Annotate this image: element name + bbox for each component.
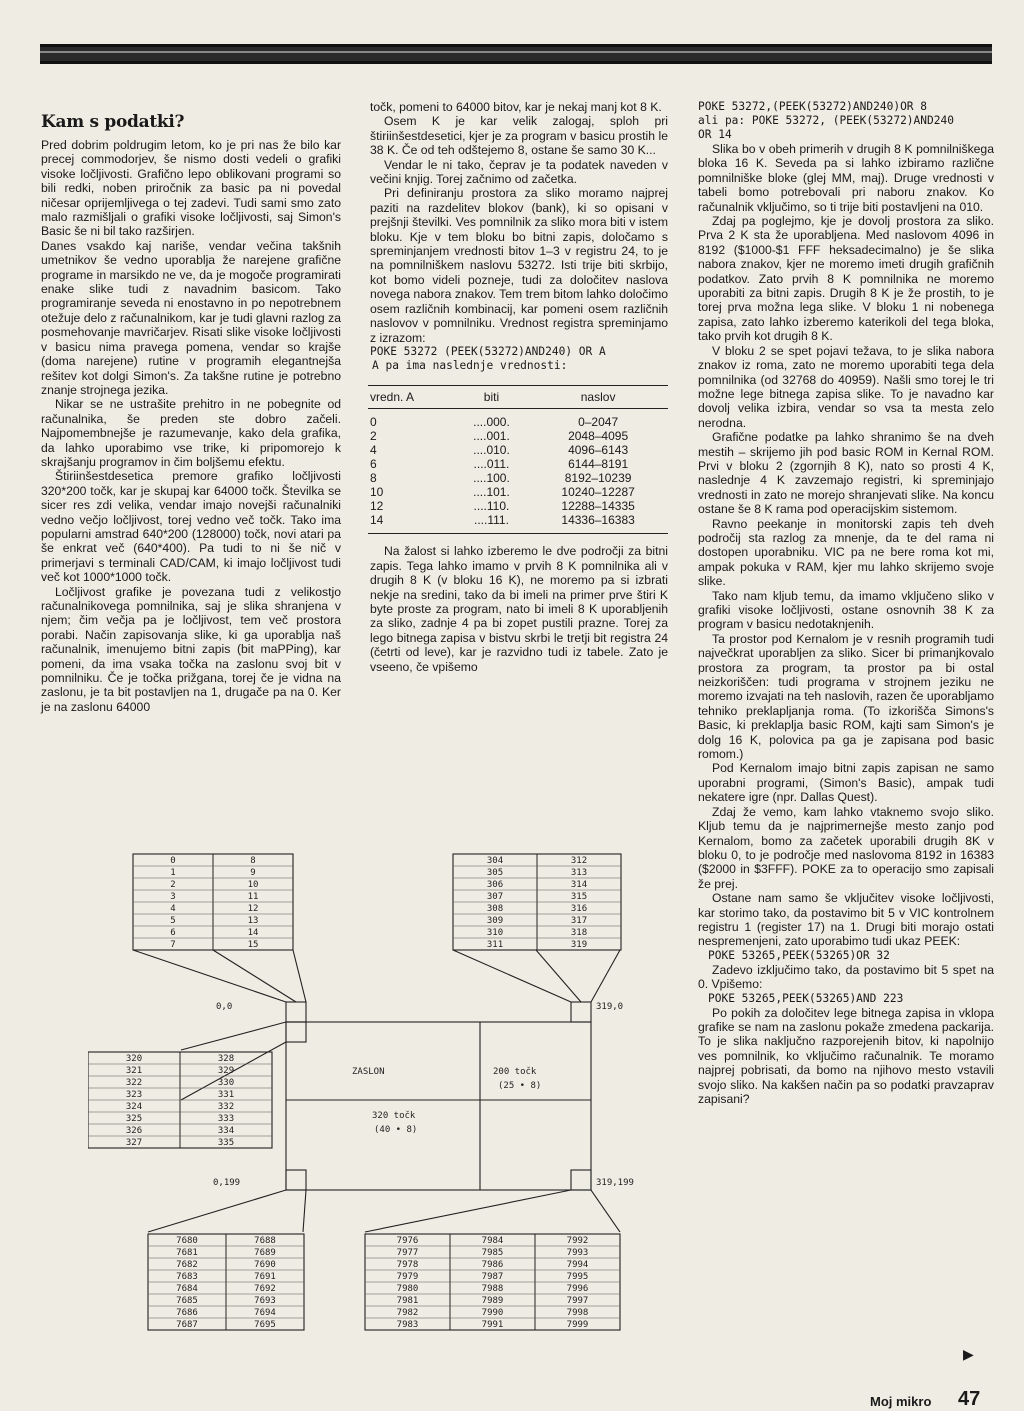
paragraph: Slika bo v obeh primerih v drugih 8 K pomnilniškega bloka 16 K. Seveda pa si lahko izbiramo različne pomnilniške bloke (glej MM, maj). Druge vrednosti v tabeli bomo potrebovali pri naboru znakov. Ko računalnik vključimo, so ti trije biti postavljeni na 010.	[698, 142, 994, 214]
address-cell: 319	[570, 940, 588, 950]
table-row: 0 ....000. 0–2047	[370, 415, 619, 430]
corner-label-br: 319,199	[596, 1178, 634, 1188]
address-cell: 0	[170, 856, 176, 866]
address-cell: 315	[570, 892, 588, 902]
address-cell: 7993	[566, 1248, 589, 1258]
corner-label-tr: 319,0	[596, 1002, 624, 1012]
address-cell: 10	[247, 880, 259, 890]
address-cell: 322	[125, 1078, 143, 1088]
address-cell: 7683	[176, 1272, 198, 1282]
address-cell: 335	[217, 1138, 235, 1148]
paragraph: V bloku 2 se spet pojavi težava, to je slika nabora znakov iz roma, zato ne moremo uporabiti tega dela pomnilnika (od 32768 do 40959). Našli smo torej le tri možne lege bitnega zapisa slike. To je navadno kar dovolj velika izbira, vendar so vsa ta mesta zelo nerodna.	[698, 343, 994, 430]
address-cell: 7980	[396, 1284, 419, 1294]
address-cell: 333	[217, 1114, 235, 1124]
address-cell: 12	[247, 904, 259, 914]
address-cell: 304	[486, 856, 504, 866]
address-cell: 7992	[566, 1236, 589, 1246]
address-cell: 7981	[396, 1296, 419, 1306]
address-cell: 7996	[566, 1284, 589, 1294]
table-row: 6 ....011. 6144–8191	[370, 457, 629, 472]
address-cell: 318	[570, 928, 588, 938]
screen-rect	[286, 1022, 591, 1190]
address-cell: 332	[217, 1102, 235, 1112]
address-cell: 8	[250, 856, 256, 866]
code-line: POKE 53265,PEEK(53265)OR 32	[708, 948, 890, 962]
address-cell: 6	[170, 928, 176, 938]
height-label: 200 točk	[493, 1067, 537, 1077]
address-cell: 7999	[566, 1320, 589, 1330]
address-cell: 7983	[396, 1320, 419, 1330]
paragraph: Štiriinšestdesetica premore grafiko ločljivosti 320*200 točk, kar je skupaj kar 64000 točk. Številka se sicer res zdi velika, vendar imajo novejši računalniki vedno večjo ločljivost, torej vedno več točk. Tako ima popularni amstrad 640*200 (128000) točk, novi atari pa še enkrat več (640*400). Pa tudi to ni še nič v primerjavi s terminali CAD/CAM, ki imajo ločljivost tudi več kot 1000*1000 točk.	[41, 469, 341, 585]
paragraph: Po pokih za določitev lege bitnega zapisa in vklopa grafike se nam na zaslonu pokaže zmedena packarija. To je slika naključno razporejenih bitov, ki napolnijo ves pomnilnik, ko vključimo računalnik. Te moramo najprej pobrisati, da bomo na njihovo mesto vstavili svojo sliko. Na kakšen način pa so podatki pravzaprav zapisani?	[698, 1005, 994, 1106]
paragraph: Tako nam kljub temu, da imamo vključeno sliko v grafiki visoke ločljivosti, ostane osnovnih 38 K za program v basicu nedotaknjenih.	[698, 588, 994, 632]
table-row: 12 ....110. 12288–14335	[370, 499, 635, 514]
magazine-name: Moj mikro	[870, 1394, 932, 1409]
address-cell: 7979	[396, 1272, 419, 1282]
paragraph: Pod Kernalom imajo bitni zapis zapisan ne samo uporabni programi, (Simon's Basic), ampak tudi nekatere igre (npr. Dallas Quest).	[698, 761, 994, 805]
width-label: 320 točk	[372, 1111, 416, 1121]
address-cell: 330	[217, 1078, 235, 1088]
address-cell: 7989	[481, 1296, 504, 1306]
address-cell: 2	[170, 880, 176, 890]
address-cell: 334	[217, 1126, 235, 1136]
address-cell: 11	[247, 892, 259, 902]
paragraph: Ravno peekanje in monitorski zapis teh dveh področij sta razlog za mnenje, da te del rama ni dostopen uporabniku. VIC pa ne bere roma kot mi, ampak pokuka v RAM, kjer mu lahko skrijemo svoje slike.	[698, 516, 994, 589]
paragraph: Zadevo izključimo tako, da postavimo bit 5 spet na 0. Vpišemo:	[698, 962, 994, 992]
address-cell: 323	[125, 1090, 143, 1100]
address-cell: 5	[170, 916, 176, 926]
page-number: 47	[958, 1388, 981, 1410]
table-row: 14 ....111. 14336–16383	[368, 513, 668, 534]
address-cell: 331	[217, 1090, 235, 1100]
address-cell: 327	[125, 1138, 143, 1148]
address-cell: 7990	[481, 1308, 504, 1318]
table-row: 4 ....010. 4096–6143	[370, 443, 629, 458]
address-cell: 1	[170, 868, 176, 878]
paragraph: Zdaj pa poglejmo, kje je dovolj prostora za sliko. Prva 2 K sta že uporabljena. Med naslovom 4096 in 8192 ($1000-$1 FFF heksadecimalno) je še slika nabora znakov, kjer ne moremo imeti drugih grafičnih podatkov. Zato prvih 8 K pomnilnika ne moremo uporabiti za bitni zapis. Drugih 8 K je že prostih, to je torej prva možna lega slike. V bloku 1 ni nobenega zapisa, zato lahko izberemo katerikoli del tega bloka, tako prvih kot drugih 8 K.	[698, 214, 994, 344]
address-cell: 7685	[176, 1296, 198, 1306]
address-cell: 7687	[176, 1320, 198, 1330]
address-cell: 7985	[481, 1248, 504, 1258]
address-cell: 7987	[481, 1272, 504, 1282]
paragraph: Zdaj že vemo, kam lahko vtaknemo svojo sliko. Kljub temu da je najprimernejše mesto zanjo pod Kernalom, bomo za začetek uporabili drugih 8K v bloku 0, to je področje med naslovoma 8192 in 16383 ($2000 in $3FFF). POKE za to operacijo smo zapisali že prej.	[698, 804, 994, 891]
diagram-svg	[88, 842, 654, 1374]
address-cell: 329	[217, 1066, 235, 1076]
address-cell: 317	[570, 916, 588, 926]
address-cell: 7693	[254, 1296, 276, 1306]
address-cell: 7977	[396, 1248, 419, 1258]
screen-label: ZASLON	[352, 1067, 385, 1077]
address-cell: 311	[486, 940, 504, 950]
address-cell: 7976	[396, 1236, 419, 1246]
paragraph: Ločljivost grafike je povezana tudi z velikostjo računalnikovega pomnilnika, saj je slika shranjena v njem; čim večja pa je ločljivost, tem več prostora porabi. Način zapisovanja slike, ki ga uporablja naš računalnik, imenujemo bitni zapis (bit maPPing), kar pomeni, da ima vsaka točka na zaslonu svoj bit v pomnilniku. Če je točka prižgana, torej če je vidna na zaslonu, je ta bit postavljen na 1, drugače pa na 0. Ker je na zaslonu 64000	[41, 584, 341, 714]
article-headline: Kam s podatki?	[41, 112, 185, 132]
column-2	[370, 100, 668, 674]
address-cell: 7680	[176, 1236, 198, 1246]
bank-address-table	[368, 385, 668, 534]
address-cell: 9	[250, 868, 256, 878]
paragraph: Pri definiranju prostora za sliko moramo najprej paziti na razdelitev blokov (bank), ki so opisani v prejšnji številki. Ves pomnilnik za sliko mora biti v istem bloku. Kje v tem bloku bo bitni zapis, določamo s spreminjanjem vrednosti bitov 1–3 v registru 24, to je na pomnilniškem naslovu 53272. Isti trije biti skrbijo, kot bomo videli pozneje, tudi za določitev naslova novega nabora znakov. Tem trem bitom lahko določimo osem različnih kombinacij, kar pomeni osem različnih naslovov v pomnilniku. Vrednost registra spreminjamo z izrazom:	[370, 186, 668, 345]
address-cell: 7	[170, 940, 176, 950]
address-cell: 13	[247, 916, 259, 926]
table-header: biti	[455, 385, 528, 408]
address-cell: 310	[486, 928, 504, 938]
address-cell: 309	[486, 916, 504, 926]
code-line: POKE 53272 (PEEK(53272)AND240) OR A	[370, 344, 606, 358]
address-cell: 314	[570, 880, 588, 890]
bitmap-memory-diagram	[88, 842, 654, 1374]
address-cell: 326	[125, 1126, 143, 1136]
table-row: 10 ....101. 10240–12287	[370, 485, 635, 500]
paragraph: Pred dobrim poldrugim letom, ko je pri nas že bilo kar precej commodorjev, še nismo dosti vedeli o grafiki visoke ločljivosti. Grafično lepo oblikovani programi so bili redki, noben priročnik za basic pa ni povedal ničesar oprijemljivega o tej zadevi. Tudi sami smo zato malo razmišljali o grafiki visoke ločljivosti, saj Simon's Basic še ni bil tako razširjen.	[41, 138, 341, 239]
address-cell: 308	[486, 904, 504, 914]
address-cell: 3	[170, 892, 176, 902]
paragraph: točk, pomeni to 64000 bitov, kar je nekaj manj kot 8 K.	[370, 100, 662, 114]
address-cell: 321	[125, 1066, 143, 1076]
paragraph: Na žalost si lahko izberemo le dve področji za bitni zapis. Tega lahko imamo v prvih 8 K pomnilnika ali v drugih 8 K (v bloku 16 K), ne moremo pa si izbrati nekje na sredini, tako da bi imeli na primer prve štiri K byte proste za program, nato bi imeli 8 K uporabljenih za sliko, zadnje 4 pa bi zopet pustili prazne. Torej za lego bitnega zapisa v bistvu skrbi le tretji bit registra 24 (četrti od leve), kar je razvidno tudi iz tabele. Zato je vseeno, če vpišemo	[370, 544, 668, 674]
width-sub: (40 • 8)	[374, 1125, 418, 1135]
table-row: 2 ....001. 2048–4095	[370, 429, 629, 444]
code-line: ali pa: POKE 53272, (PEEK(53272)AND240	[698, 114, 954, 127]
table-row: 8 ....100. 8192–10239	[370, 471, 632, 486]
address-cell: 4	[170, 904, 176, 914]
code-line: A pa ima naslednje vrednosti:	[372, 358, 568, 372]
height-sub: (25 • 8)	[498, 1081, 542, 1091]
address-cell: 306	[486, 880, 504, 890]
address-cell: 7988	[481, 1284, 504, 1294]
address-cell: 324	[125, 1102, 143, 1112]
address-cell: 313	[570, 868, 588, 878]
address-cell: 7686	[176, 1308, 198, 1318]
address-cell: 14	[247, 928, 259, 938]
corner-label-tl: 0,0	[216, 1002, 233, 1012]
address-cell: 7681	[176, 1248, 198, 1258]
address-cell: 328	[217, 1054, 235, 1064]
table-header: naslov	[528, 385, 668, 408]
address-cell: 7682	[176, 1260, 198, 1270]
table-header: vredn. A	[368, 385, 455, 408]
address-cell: 7997	[566, 1296, 589, 1306]
corner-label-bl: 0,199	[213, 1178, 241, 1188]
paragraph: Ostane nam samo še vključitev visoke ločljivosti, kar storimo tako, da postavimo bit 5 v VIC kontrolnem registru 1 (register 17) na 1. Drugi biti morajo ostati nespremenjeni, zato uporabimo tudi ukaz PEEK:	[698, 891, 994, 949]
address-cell: 7688	[254, 1236, 276, 1246]
column-1	[41, 112, 341, 714]
paragraph: Grafične podatke pa lahko shranimo še na dveh mestih – skrijemo jih pod basic ROM in Kernal ROM. Prvi v bloku 2 (zgornjih 8 K), nato so prosti 4 K, naslednje 4 K zavzemajo registri, ki spreminjajo vrednosti in zato ne morejo shranjevati slike. Na koncu ostane še 8 K rama pod operacijskim sistemom.	[698, 430, 994, 517]
continue-arrow-icon: ▶	[963, 1346, 974, 1362]
header-rule	[40, 44, 992, 64]
address-cell: 7978	[396, 1260, 419, 1270]
address-cell: 325	[125, 1114, 143, 1124]
paragraph: Nikar se ne ustrašite prehitro in ne pobegnite od računalnika, še preden ste dobro začeli. Najpomembnejše je razumevanje, kako dela grafika, da lahko uporabimo vse trike, ki pripomorejo k skrajšanju programov in čim boljšemu efektu.	[41, 397, 341, 469]
address-cell: 7690	[254, 1260, 276, 1270]
address-cell: 316	[570, 904, 588, 914]
address-cell: 7995	[566, 1272, 589, 1282]
address-cell: 7994	[566, 1260, 589, 1270]
address-cell: 7695	[254, 1320, 276, 1330]
code-line: POKE 53265,PEEK(53265)AND 223	[708, 991, 904, 1005]
address-cell: 307	[486, 892, 504, 902]
address-cell: 7984	[481, 1236, 504, 1246]
address-cell: 7692	[254, 1284, 276, 1294]
address-cell: 305	[486, 868, 504, 878]
code-line: POKE 53272,(PEEK(53272)AND240)OR 8	[698, 100, 928, 113]
address-cell: 320	[125, 1054, 143, 1064]
address-cell: 312	[570, 856, 588, 866]
address-cell: 7998	[566, 1308, 589, 1318]
paragraph: Danes vsakdo kaj nariše, vendar večina takšnih umetnikov še vedno uporablja že narejene grafične programe in marsikdo ne ve, da je mogoče programirati enake slike tudi z navadnim basicom. Tako programiranje seveda ni enostavno in po nepotrebnem otežuje delo z računalnikom, kar je tudi glavni razlog za posmehovanje mavričarjev. Risati slike visoke ločljivosti v basicu nima pravega pomena, vendar so krajše (doma narejene) rutine v programih elegantnejša rešitev kot dolgi Simon's. Za takšne rutine je potrebno znanje strojnega jezika.	[41, 238, 341, 397]
address-cell: 7991	[481, 1320, 504, 1330]
paragraph: Vendar le ni tako, čeprav je ta podatek naveden v večini knjig. Torej začnimo od začetka.	[370, 157, 668, 187]
address-cell: 7986	[481, 1260, 504, 1270]
code-line: OR 14	[698, 128, 732, 141]
address-cell: 7689	[254, 1248, 276, 1258]
address-cell: 15	[247, 940, 259, 950]
paragraph: Ta prostor pod Kernalom je v resnih programih tudi največkrat uporabljen za sliko. Sicer bi primanjkovalo prostora za program, ta prostor pa bi ostal neizkoriščen: tudi programa v strojnem jeziku ne moremo izvajati na teh naslovih, razen če uporabljamo tehniko preklapljanja roma. (To izkorišča Simons's Basic, ki preklaplja basic ROM, kajti sam Simon's je dolg 16 K, polovica pa ga je zapisana pod basic romom.)	[698, 631, 994, 762]
address-cell: 7684	[176, 1284, 198, 1294]
address-cell: 7982	[396, 1308, 419, 1318]
paragraph: Osem K je kar velik zalogaj, sploh pri štiriinšestdesetici, kjer je za program v basicu prostih le 38 K. Če od teh odštejemo 8, ostane še samo 30 K...	[370, 114, 668, 158]
address-cell: 7691	[254, 1272, 276, 1282]
column-3	[698, 100, 994, 1106]
address-cell: 7694	[254, 1308, 276, 1318]
